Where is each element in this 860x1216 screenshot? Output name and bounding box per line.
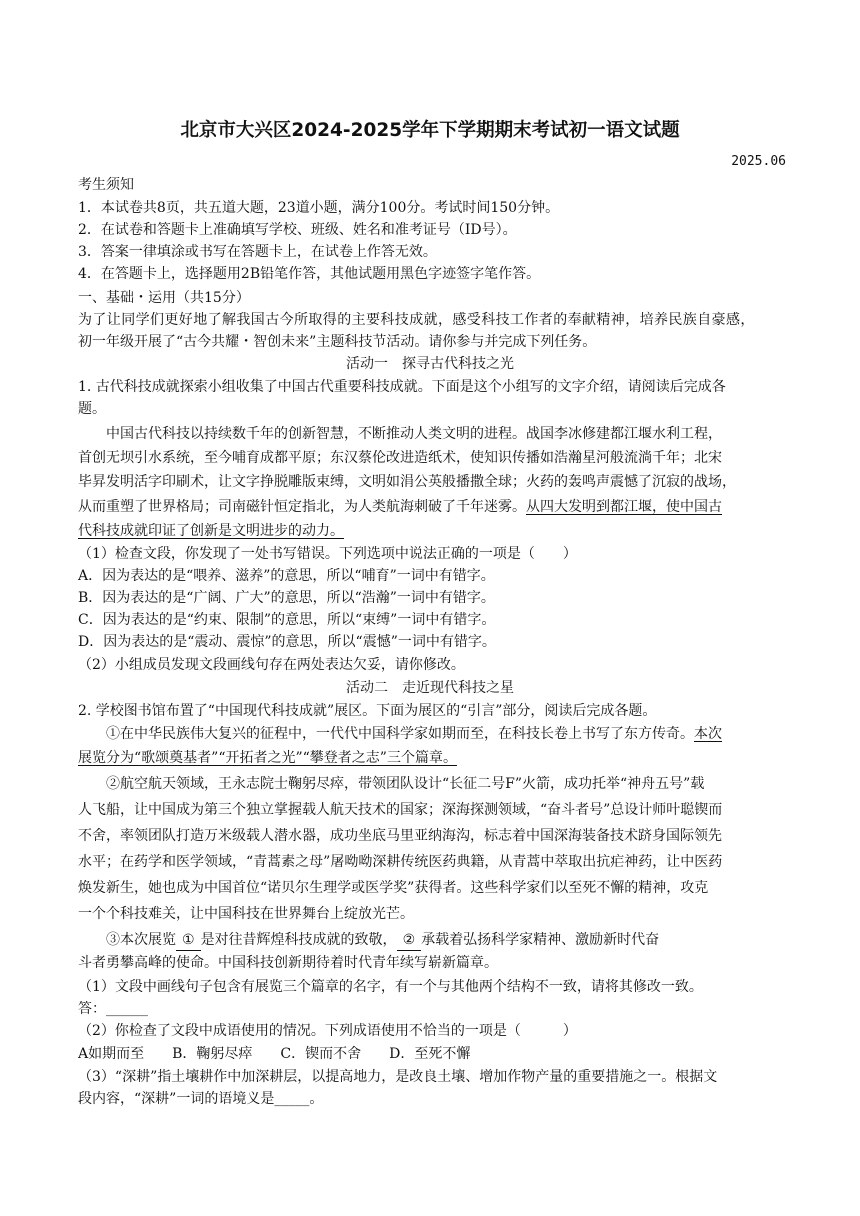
notice-item: 2．在试卷和答题卡上准确填写学校、班级、姓名和准考证号（ID号）。 [78, 222, 517, 238]
passage-line: 毕昇发明活字印刷术，让文字挣脱雕版束缚，文明如涓公英般播撒全球；火药的轰鸣声震憾了沉寂的战场， [78, 474, 736, 490]
notice-item: 4．在答题卡上，选择题用2B铅笔作答，其他试题用黑色字迹签字笔作答。 [78, 266, 541, 282]
underlined-sentence: 代科技成就印证了创新是文明进步的动力。 [78, 523, 344, 539]
option-c: C．因为表达的是“约束、限制”的意思，所以“束缚”一词中有错字。 [78, 612, 496, 628]
question-2-stem: 2. 学校图书馆布置了“中国现代科技成就”展区。下面为展区的“引言”部分，阅读后完成各题。 [78, 703, 657, 719]
passage-line: 首创无坝引水系统，至今哺育成都平原；东汉蔡伦改进造纸术，使知识传播如浩瀚星河般流淌千年；北宋 [78, 450, 722, 466]
passage-text: 从而重塑了世界格局；司南磁针恒定指北，为人类航海刺破了千年迷雾。 [78, 499, 526, 515]
option-d: D．因为表达的是“震动、震惊”的意思，所以“震憾”一词中有错字。 [78, 634, 496, 650]
underlined-sentence: 本次 [694, 726, 722, 742]
passage-line [78, 497, 722, 517]
paragraph-2-line: 不舍，率领团队打造万米级载人潜水器，成功坐底马里亚纳海沟，标志着中国深海装备技术跻身国际领先 [78, 828, 722, 844]
option-b: B．因为表达的是“广阔、广大”的意思，所以“浩瀚”一词中有错字。 [78, 590, 495, 606]
question-1-sub2: （2）小组成员发现文段画线句存在两处表达欠妥，请你修改。 [78, 657, 465, 673]
section-intro-line: 为了让同学们更好地了解我国古今所取得的主要科技成就，感受科技工作者的奉献精神，培养民族自豪感， [78, 312, 755, 328]
notice-heading: 考生须知 [78, 177, 134, 193]
question-2-sub3: （3）“深耕”指土壤耕作中加深耕层，以提高地力，是改良土壤、增加作物产量的重要措施之一。根据文 [78, 1069, 718, 1085]
paragraph-2-line: 一个个科技难关，让中国科技在世界舞台上绽放光芒。 [78, 906, 414, 922]
section-heading: 一、基础・运用（共15分） [78, 290, 250, 306]
exam-date: 2025.06 [731, 154, 786, 169]
exam-title: 北京市大兴区2024-2025学年下学期期末考试初一语文试题 [180, 120, 680, 141]
activity1-heading: 活动一 探寻古代科技之光 [346, 356, 514, 372]
paragraph-3-line: 斗者勇攀高峰的使命。中国科技创新期待着时代青年续写崭新篇章。 [78, 955, 498, 971]
section-intro-line: 初一年级开展了“古今共耀・智创未来”主题科技节活动。请你参与并完成下列任务。 [78, 334, 597, 350]
question-1-sub1: （1）检查文段，你发现了一处书写错误。下列选项中说法正确的一项是（ ） [78, 546, 577, 562]
activity2-heading: 活动二 走近现代科技之星 [346, 680, 514, 696]
paragraph-text: 承载着弘扬科学家精神、激励新时代奋 [421, 932, 660, 948]
paragraph-3-line [106, 930, 659, 951]
notice-item: 3．答案一律填涂或书写在答题卡上，在试卷上作答无效。 [78, 244, 437, 260]
underlined-sentence: 从四大发明到都江堰，使中国古 [526, 499, 722, 515]
paragraph-2-line: 水平；在药学和医学领域，“青蒿素之母”屠呦呦深耕传统医药典籍，从青蒿中萃取出抗疟神药，让中医药 [78, 854, 723, 870]
answer-line: 答：______ [78, 1001, 148, 1017]
question-1-stem: 1. 古代科技成就探索小组收集了中国古代重要科技成就。下面是这个小组写的文字介绍，请阅读后完成各 [78, 379, 726, 395]
paragraph-2-line: 人飞船，让中国成为第三个独立掌握载人航天技术的国家；深海探测领域，“奋斗者号”总设计师叶聪锲而 [78, 802, 723, 818]
question-2-sub1: （1）文段中画线句子包含有展览三个篇章的名字，有一个与其他两个结构不一致，请将其修改一致。 [78, 979, 703, 995]
question-2-sub3: 段内容，“深耕”一词的语境义是_____。 [78, 1091, 324, 1107]
paragraph-2-line: ②航空航天领域，王永志院士鞠躬尽瘁，带领团队设计“长征二号F”火箭，成功托举“神舟五号”载 [106, 776, 705, 792]
underlined-sentence: 展览分为“歌颂奠基者”“开拓者之光”“攀登者之志”三个篇章。 [78, 750, 457, 766]
option-a: A．因为表达的是“喂养、滋养”的意思，所以“哺育”一词中有错字。 [78, 568, 495, 584]
intro-paragraph-1 [106, 724, 722, 744]
fill-blank-1: ① [176, 930, 201, 951]
paragraph-text: ①在中华民族伟大复兴的征程中，一代代中国科学家如期而至，在科技长卷上书写了东方传奇。 [106, 726, 694, 742]
idiom-options: A如期而至 B．鞠躬尽瘁 C．锲而不舍 D．至死不懈 [78, 1046, 471, 1062]
fill-blank-2: ② [397, 930, 422, 951]
question-1-stem: 题。 [78, 401, 106, 417]
paragraph-text: 是对往昔辉煌科技成就的致敬， [200, 932, 397, 948]
notice-item: 1．本试卷共8页，共五道大题，23道小题，满分100分。考试时间150分钟。 [78, 200, 560, 216]
paragraph-2-line: 焕发新生，她也成为中国首位“诺贝尔生理学或医学奖”获得者。这些科学家们以至死不懈的精神，攻克 [78, 880, 709, 896]
paragraph-text: ③本次展览 [106, 932, 176, 948]
passage-line: 中国古代科技以持续数千年的创新智慧，不断推动人类文明的进程。战国李冰修建都江堰水利工程， [106, 426, 722, 442]
question-2-sub2: （2）你检查了文段中成语使用的情况。下列成语使用不恰当的一项是（ ） [78, 1023, 577, 1039]
